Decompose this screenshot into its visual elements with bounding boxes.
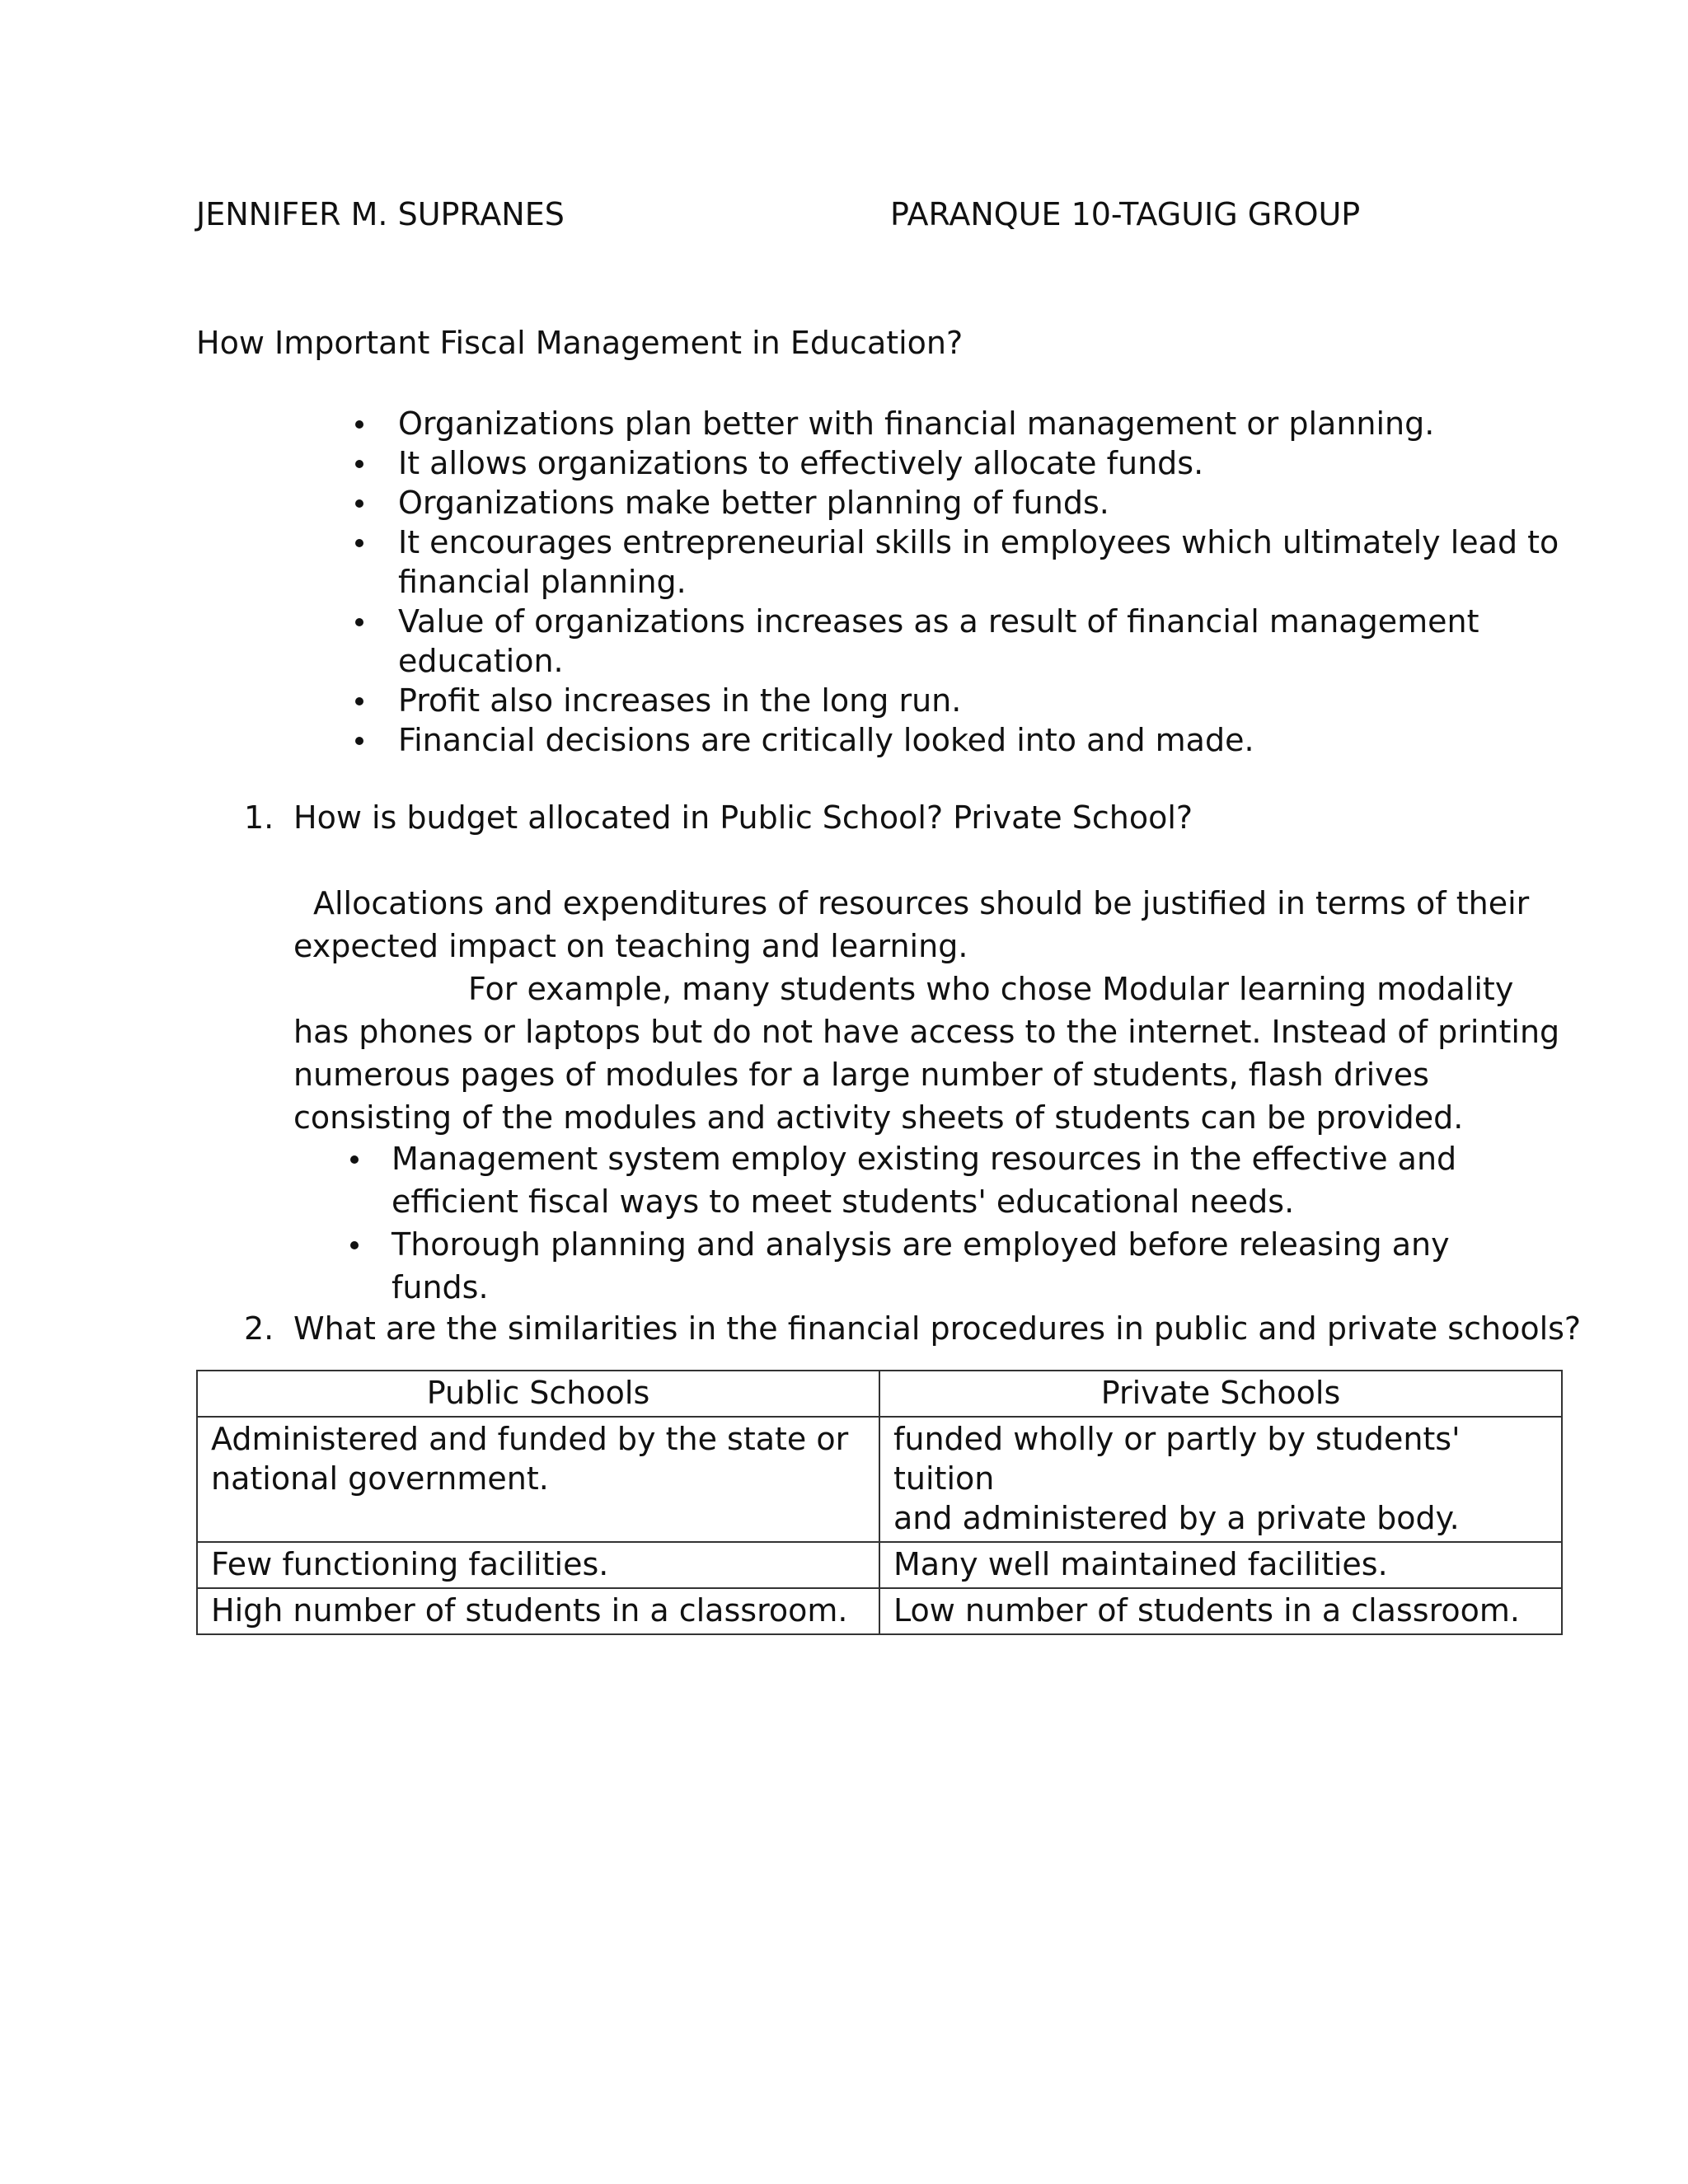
list-item: Organizations make better planning of funds. bbox=[398, 483, 1568, 523]
answer-line: expected impact on teaching and learning. bbox=[293, 928, 968, 964]
list-item-continuation: financial planning. bbox=[398, 564, 687, 600]
importance-list bbox=[398, 404, 1568, 760]
list-item: Thorough planning and analysis are employed before releasing any funds. bbox=[392, 1223, 1545, 1309]
group-name: PARANQUE 10-TAGUIG GROUP bbox=[890, 196, 1361, 232]
bullet-icon bbox=[350, 1241, 359, 1249]
question-2-text: What are the similarities in the financial procedures in public and private schools? bbox=[293, 1310, 1582, 1347]
author-name: JENNIFER M. SUPRANES bbox=[196, 196, 565, 232]
table-header-row bbox=[197, 1371, 1562, 1417]
answer-line: numerous pages of modules for a large number of students, flash drives bbox=[293, 1057, 1429, 1093]
table-cell: Low number of students in a classroom. bbox=[879, 1588, 1562, 1634]
list-item: It allows organizations to effectively allocate funds. bbox=[398, 443, 1568, 483]
answer-line: For example, many students who chose Modular learning modality bbox=[468, 971, 1514, 1007]
list-item: Value of organizations increases as a result of financial management bbox=[398, 602, 1568, 641]
table-cell: Few functioning facilities. bbox=[197, 1542, 879, 1588]
bullet-icon bbox=[355, 460, 363, 468]
answer-points-list bbox=[392, 1137, 1545, 1309]
bullet-icon bbox=[355, 539, 363, 547]
answer-line: Allocations and expenditures of resources should be justified in terms of their bbox=[313, 885, 1530, 921]
list-item-continuation: efficient fiscal ways to meet students' educational needs. bbox=[392, 1183, 1295, 1220]
list-item: Management system employ existing resources in the effective and bbox=[392, 1137, 1545, 1180]
question-1-text: How is budget allocated in Public School? Private School? bbox=[293, 799, 1193, 836]
table-header-public: Public Schools bbox=[197, 1371, 879, 1417]
table-row bbox=[197, 1542, 1562, 1588]
answer-line: consisting of the modules and activity sheets of students can be provided. bbox=[293, 1099, 1464, 1136]
bullet-icon bbox=[355, 499, 363, 508]
comparison-table bbox=[196, 1370, 1563, 1635]
list-item: Organizations plan better with financial management or planning. bbox=[398, 404, 1568, 443]
table-cell: funded wholly or partly by students' tuition and administered by a private body. bbox=[879, 1417, 1562, 1542]
table-header-private: Private Schools bbox=[879, 1371, 1562, 1417]
bullet-icon bbox=[355, 420, 363, 429]
bullet-icon bbox=[350, 1155, 359, 1164]
table-cell: Many well maintained facilities. bbox=[879, 1542, 1562, 1588]
bullet-icon bbox=[355, 618, 363, 626]
bullet-icon bbox=[355, 697, 363, 705]
table-cell: Administered and funded by the state or national government. bbox=[197, 1417, 879, 1542]
list-item: Profit also increases in the long run. bbox=[398, 681, 1568, 720]
table-row bbox=[197, 1417, 1562, 1542]
question-1-answer bbox=[293, 882, 1560, 1139]
table-cell: High number of students in a classroom. bbox=[197, 1588, 879, 1634]
bullet-icon bbox=[355, 737, 363, 745]
table-row bbox=[197, 1588, 1562, 1634]
list-item-continuation: education. bbox=[398, 643, 564, 679]
main-question: How Important Fiscal Management in Education? bbox=[196, 325, 964, 361]
list-item: It encourages entrepreneurial skills in employees which ultimately lead to bbox=[398, 523, 1568, 562]
question-2-number: 2. bbox=[244, 1310, 274, 1347]
question-1-number: 1. bbox=[244, 799, 274, 836]
list-item: Financial decisions are critically looked into and made. bbox=[398, 720, 1568, 760]
answer-line: has phones or laptops but do not have access to the internet. Instead of printing bbox=[293, 1014, 1560, 1050]
